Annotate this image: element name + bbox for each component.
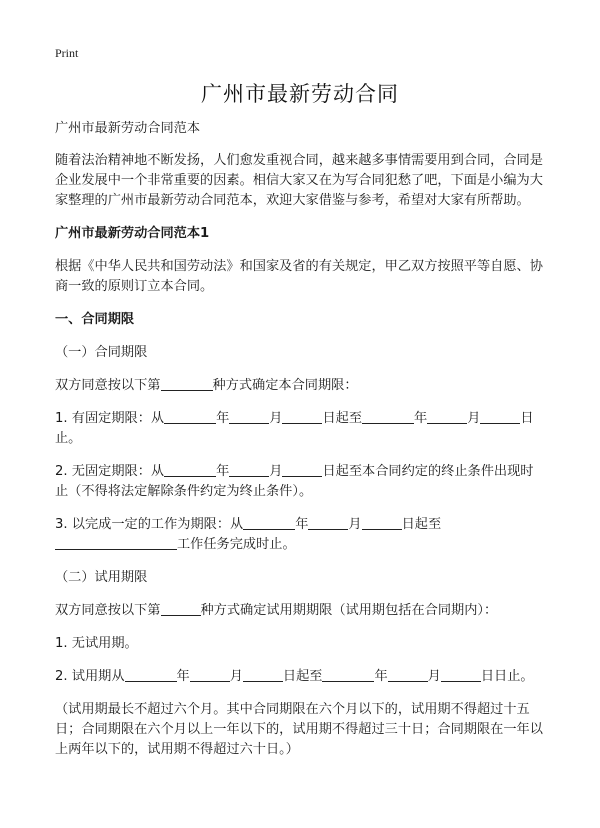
term-choice-line — [55, 376, 545, 396]
item2-prefix: 2. 无固定期限：从 — [55, 464, 165, 479]
trial-item-period — [55, 667, 545, 687]
day-to-label: 日起至 — [401, 517, 442, 532]
year-label: 年 — [374, 669, 388, 684]
month-label: 月 — [467, 411, 481, 426]
trial2-start-month-blank[interactable] — [190, 667, 230, 682]
term-choice-after: 种方式确定本合同期限： — [212, 378, 358, 393]
item3-day-blank[interactable] — [362, 515, 402, 530]
item3-month-blank[interactable] — [308, 515, 348, 530]
item3-prefix: 3. 以完成一定的工作为期限：从 — [55, 517, 244, 532]
item2-rest: 日起至本合同约定的终止条件出现时止（不得将法定解除条件约定为终止条件）。 — [55, 464, 534, 499]
item1-start-year-blank[interactable] — [164, 409, 216, 424]
print-label[interactable]: Print — [55, 46, 79, 60]
section-title: 广州市最新劳动合同范本1 — [55, 226, 210, 241]
year-label: 年 — [216, 411, 230, 426]
month-label: 月 — [229, 669, 243, 684]
intro-paragraph: 随着法治精神地不断发扬，人们愈发重视合同，越来越多事情需要用到合同，合同是企业发展中一个非常重要的因素。相信大家又在为写合同犯愁了吧，下面是小编为大家整理的广州市最新劳动合同范本，欢迎大家借鉴与参考，希望对大家有所帮助。 — [55, 153, 543, 208]
subtitle: 广州市最新劳动合同范本 — [55, 121, 201, 136]
subheading-trial-period: （二）试用期限 — [55, 570, 148, 585]
month-label: 月 — [269, 464, 283, 479]
trial-choice-after: 种方式确定试用期期限（试用期包括在合同期内）： — [200, 603, 498, 618]
item2-year-blank[interactable] — [164, 462, 216, 477]
year-label: 年 — [414, 411, 428, 426]
year-label: 年 — [295, 517, 309, 532]
trial2-end-month-blank[interactable] — [388, 667, 428, 682]
term-choice-before: 双方同意按以下第 — [55, 378, 161, 393]
item3-year-blank[interactable] — [243, 515, 295, 530]
trial2-end-year-blank[interactable] — [322, 667, 374, 682]
document-body — [55, 119, 545, 773]
item1-start-day-blank[interactable] — [282, 409, 322, 424]
day-to-label: 日起至 — [282, 669, 323, 684]
trial-choice-line — [55, 601, 545, 621]
trial2-end-day-blank[interactable] — [441, 667, 481, 682]
trial2-start-day-blank[interactable] — [243, 667, 283, 682]
heading-contract-term: 一、合同期限 — [55, 312, 135, 327]
item1-start-month-blank[interactable] — [229, 409, 269, 424]
year-label: 年 — [216, 464, 230, 479]
document-title: 广州市最新劳动合同 — [201, 82, 399, 106]
subheading-contract-term: （一）合同期限 — [55, 345, 148, 360]
item1-end-year-blank[interactable] — [362, 409, 414, 424]
month-label: 月 — [348, 517, 362, 532]
item3-task-blank[interactable] — [55, 535, 177, 550]
item2-month-blank[interactable] — [229, 462, 269, 477]
trial-choice-blank[interactable] — [161, 601, 201, 616]
month-label: 月 — [269, 411, 283, 426]
item-task-term — [55, 515, 545, 555]
trial-choice-before: 双方同意按以下第 — [55, 603, 161, 618]
item1-prefix: 1. 有固定期限：从 — [55, 411, 165, 426]
day-to-label: 日起至 — [322, 411, 363, 426]
item-open-term — [55, 462, 545, 502]
month-label: 月 — [427, 669, 441, 684]
trial2-prefix: 2. 试用期从 — [55, 669, 125, 684]
trial-note: （试用期最长不超过六个月。其中合同期限在六个月以下的，试用期不得超过十五日；合同期限在六个月以上一年以下的，试用期不得超过三十日；合同期限在一年以上两年以下的，试用期不得超过六十日。） — [55, 702, 543, 757]
end-label: 日止。 — [55, 411, 534, 446]
basis-paragraph: 根据《中华人民共和国劳动法》和国家及省的有关规定，甲乙双方按照平等自愿、协商一致的原则订立本合同。 — [55, 259, 543, 294]
trial-item-none: 1. 无试用期。 — [55, 636, 138, 651]
item1-end-day-blank[interactable] — [480, 409, 520, 424]
item2-day-blank[interactable] — [282, 462, 322, 477]
year-label: 年 — [176, 669, 190, 684]
item-fixed-term — [55, 409, 545, 449]
trial2-start-year-blank[interactable] — [125, 667, 177, 682]
item1-end-month-blank[interactable] — [427, 409, 467, 424]
term-choice-blank[interactable] — [161, 376, 213, 391]
end-label: 日日止。 — [480, 669, 534, 684]
end-label: 工作任务完成时止。 — [177, 537, 296, 552]
